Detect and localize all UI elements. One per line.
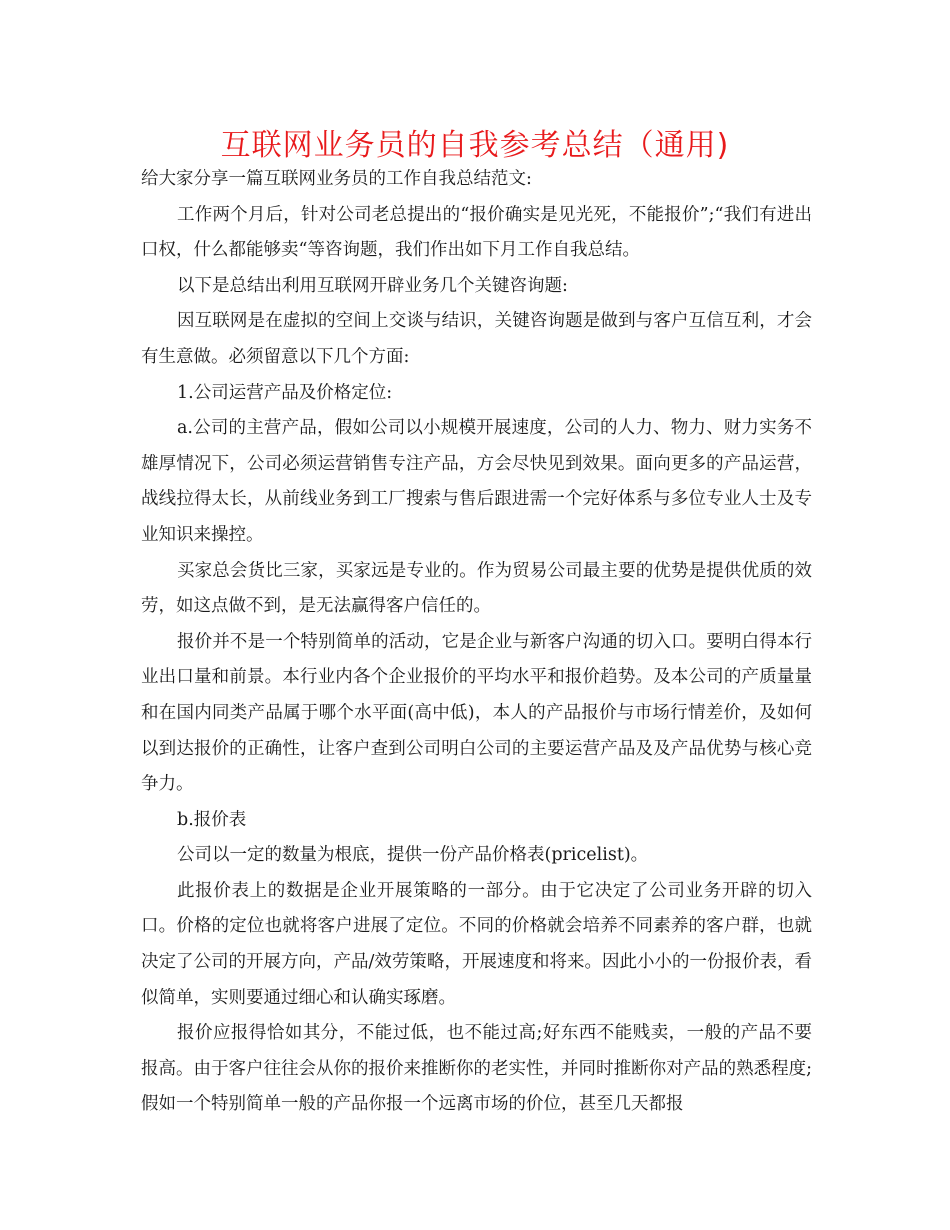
section-heading: 1.公司运营产品及价格定位:: [177, 382, 393, 403]
paragraph: 报价并不是一个特别简单的活动，它是企业与新客户沟通的切入口。要明白得本行业出口量和前景。本行业内各个企业报价的平均水平和报价趋势。及本公司的产质量量和在国内同类产品属于哪个水平面(高中低)，本人的产品报价与市场行情差价，及如何以到达报价的正确性，让客户查到公司明白公司的主要运营产品及及产品优势与核心竞争力。: [141, 631, 812, 795]
paragraph: 因互联网是在虚拟的空间上交谈与结识，关键咨询题是做到与客户互信互利，才会有生意做。必须留意以下几个方面:: [141, 311, 812, 367]
document-body: [141, 162, 812, 1123]
paragraph: a.公司的主营产品，假如公司以小规模开展速度，公司的人力、物力、财力实务不雄厚情况下，公司必须运营销售专注产品，方会尽快见到效果。面向更多的产品运营，战线拉得太长，从前线业务到工厂搜索与售后跟进需一个完好体系与多位专业人士及专业知识来操控。: [141, 418, 812, 545]
document-title: 互联网业务员的自我参考总结（通用): [220, 128, 730, 163]
paragraph: 报价应报得恰如其分，不能过低，也不能过高;好东西不能贱卖，一般的产品不要报高。由于客户往往会从你的报价来推断你的老实性，并同时推断你对产品的熟悉程度;假如一个特别简单一般的产品你报一个远离市场的价位，甚至几天都报: [141, 1023, 812, 1115]
paragraph: 此报价表上的数据是企业开展策略的一部分。由于它决定了公司业务开辟的切入口。价格的定位也就将客户进展了定位。不同的价格就会培养不同素养的客户群，也就决定了公司的开展方向，产品/效劳策略，开展速度和将来。因此小小的一份报价表，看似简单，实则要通过细心和认确实琢磨。: [141, 880, 812, 1008]
paragraph: 以下是总结出利用互联网开辟业务几个关键咨询题:: [177, 275, 568, 296]
paragraph: 公司以一定的数量为根底，提供一份产品价格表(pricelist)。: [177, 845, 649, 866]
paragraph: 买家总会货比三家，买家远是专业的。作为贸易公司最主要的优势是提供优质的效劳，如这点做不到，是无法赢得客户信任的。: [141, 560, 812, 617]
paragraph-intro: 给大家分享一篇互联网业务员的工作自我总结范文:: [141, 169, 532, 189]
paragraph: 工作两个月后，针对公司老总提出的“报价确实是见光死，不能报价”;“我们有进出口权，什么都能够卖“等咨询题，我们作出如下月工作自我总结。: [141, 204, 812, 261]
subsection-heading: b.报价表: [177, 809, 247, 830]
